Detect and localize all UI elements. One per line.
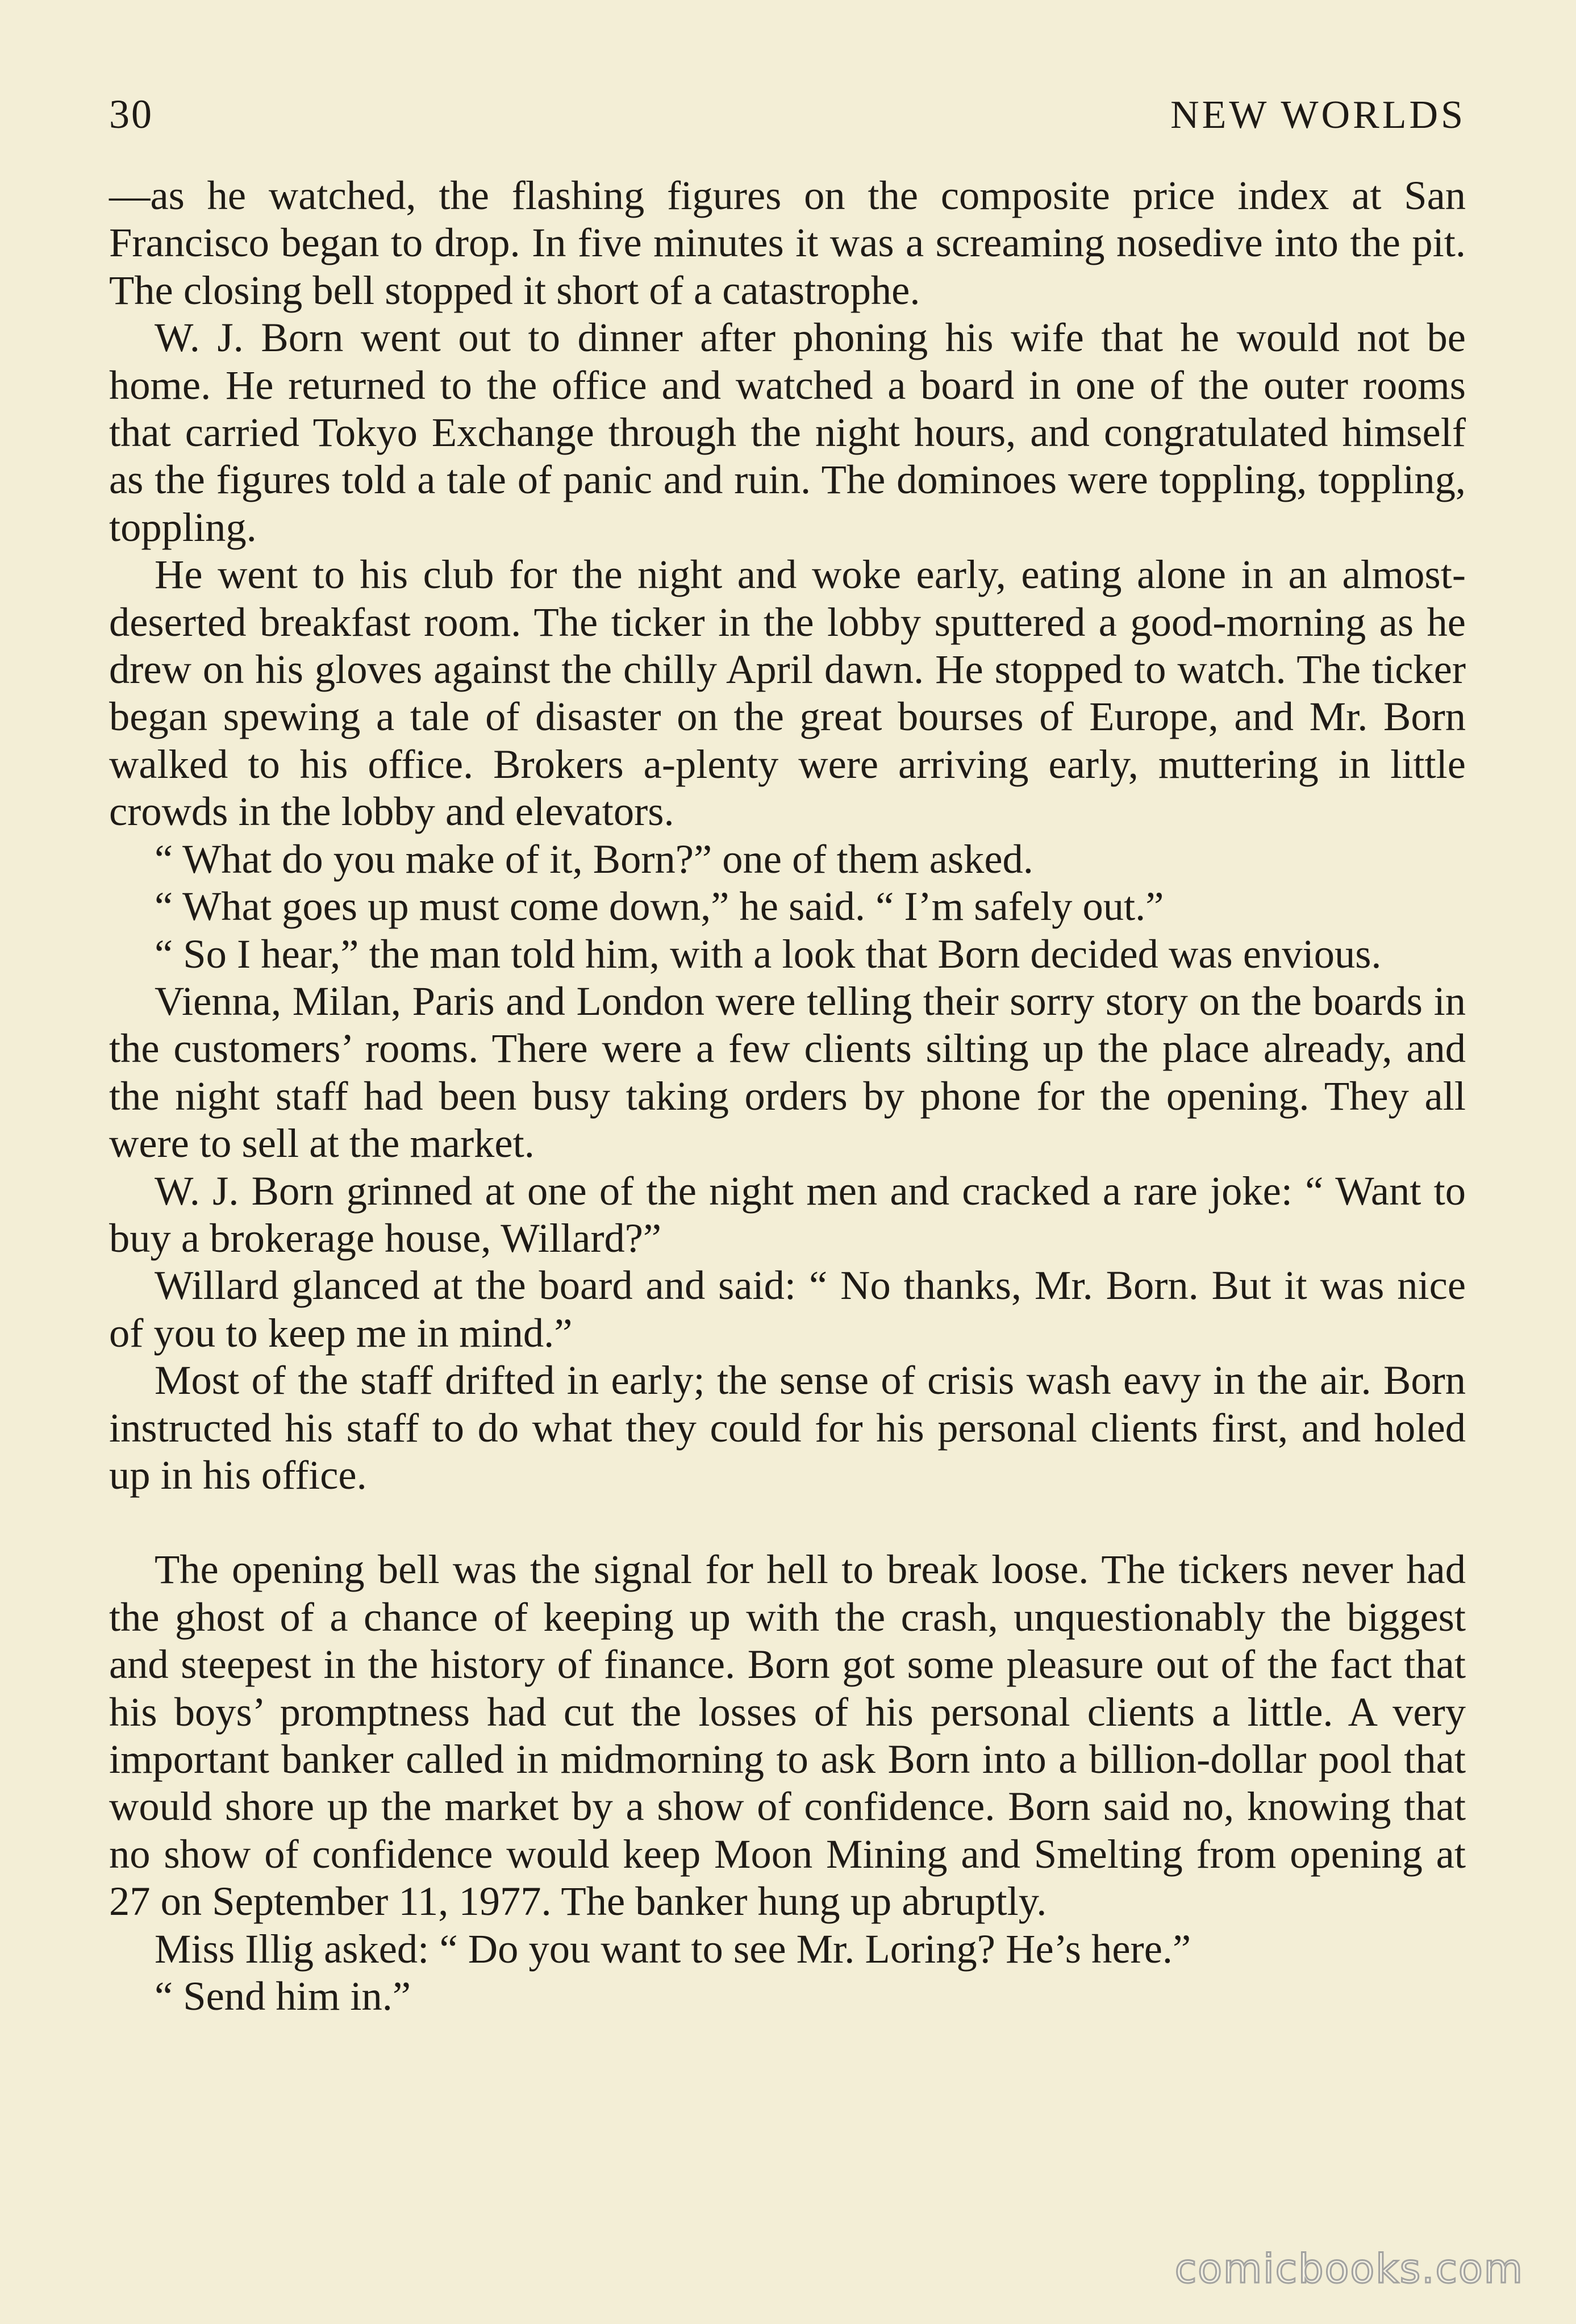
paragraph-6: “ So I hear,” the man told him, with a look that Born decided was envious. — [155, 930, 1382, 977]
paragraph-8: W. J. Born grinned at one of the night men and cracked a rare joke: “ Want to buy a brokerage house, Willard?” — [109, 1167, 1466, 1261]
paragraph-4: “ What do you make of it, Born?” one of them asked. — [155, 835, 1033, 882]
paragraph-11: The opening bell was the signal for hell to break loose. The tickers never had the ghost of a chance of keeping up with the crash, unquestionably the biggest and steepest in the history of finance. Born got some pleasure out of the fact that his boys’ promptness had cut the losses of his personal clients a little. A very important banker called in midmorning to ask Born into a billion-dollar pool that would shore up the market by a show of confidence. Born said no, knowing that no show of confidence would keep Moon Mining and Smelting from opening at 27 on September 11, 1977. The banker hung up abruptly. — [109, 1546, 1466, 1925]
paragraph-9: Willard glanced at the board and said: “ No thanks, Mr. Born. But it was nice of you to keep me in mind.” — [109, 1262, 1466, 1356]
paragraph-13: “ Send him in.” — [155, 1973, 411, 2019]
page-number: 30 — [109, 91, 153, 137]
book-page — [109, 91, 1466, 2019]
running-head — [109, 91, 1466, 153]
body-text — [109, 172, 1466, 2019]
paragraph-2: W. J. Born went out to dinner after phoning his wife that he would not be home. He returned to the office and watched a board in one of the outer rooms that carried Tokyo Exchange through the night hours, and congratulated himself as the figures told a tale of panic and ruin. The dominoes were toppling, toppling, toppling. — [109, 314, 1466, 550]
paragraph-3: He went to his club for the night and woke early, eating alone in an almost-deserted breakfast room. The ticker in the lobby sputtered a good-morning as he drew on his gloves against the chilly April dawn. He stopped to watch. The ticker began spewing a tale of disaster on the great bourses of Europe, and Mr. Born walked to his office. Brokers a-plenty were arriving early, muttering in little crowds in the lobby and elevators. — [109, 551, 1466, 835]
paragraph-12: Miss Illig asked: “ Do you want to see Mr. Loring? He’s here.” — [155, 1925, 1191, 1972]
paragraph-1: —as he watched, the flashing figures on the composite price index at San Francisco began to drop. In five minutes it was a screaming nosedive into the pit. The closing bell stopped it short of a catastrophe. — [109, 172, 1466, 313]
paragraph-5: “ What goes up must come down,” he said. “ I’m safely out.” — [155, 883, 1164, 930]
paragraph-10: Most of the staff drifted in early; the sense of crisis wash eavy in the air. Born instructed his staff to do what they could for his personal clients first, and holed up in his office. — [109, 1357, 1466, 1498]
watermark-text: comicbooks.com — [1174, 2246, 1524, 2292]
paragraph-7: Vienna, Milan, Paris and London were telling their sorry story on the boards in the customers’ rooms. There were a few clients silting up the place already, and the night staff had been busy taking orders by phone for the opening. They all were to sell at the market. — [109, 977, 1466, 1167]
running-title: NEW WORLDS — [1170, 93, 1466, 137]
